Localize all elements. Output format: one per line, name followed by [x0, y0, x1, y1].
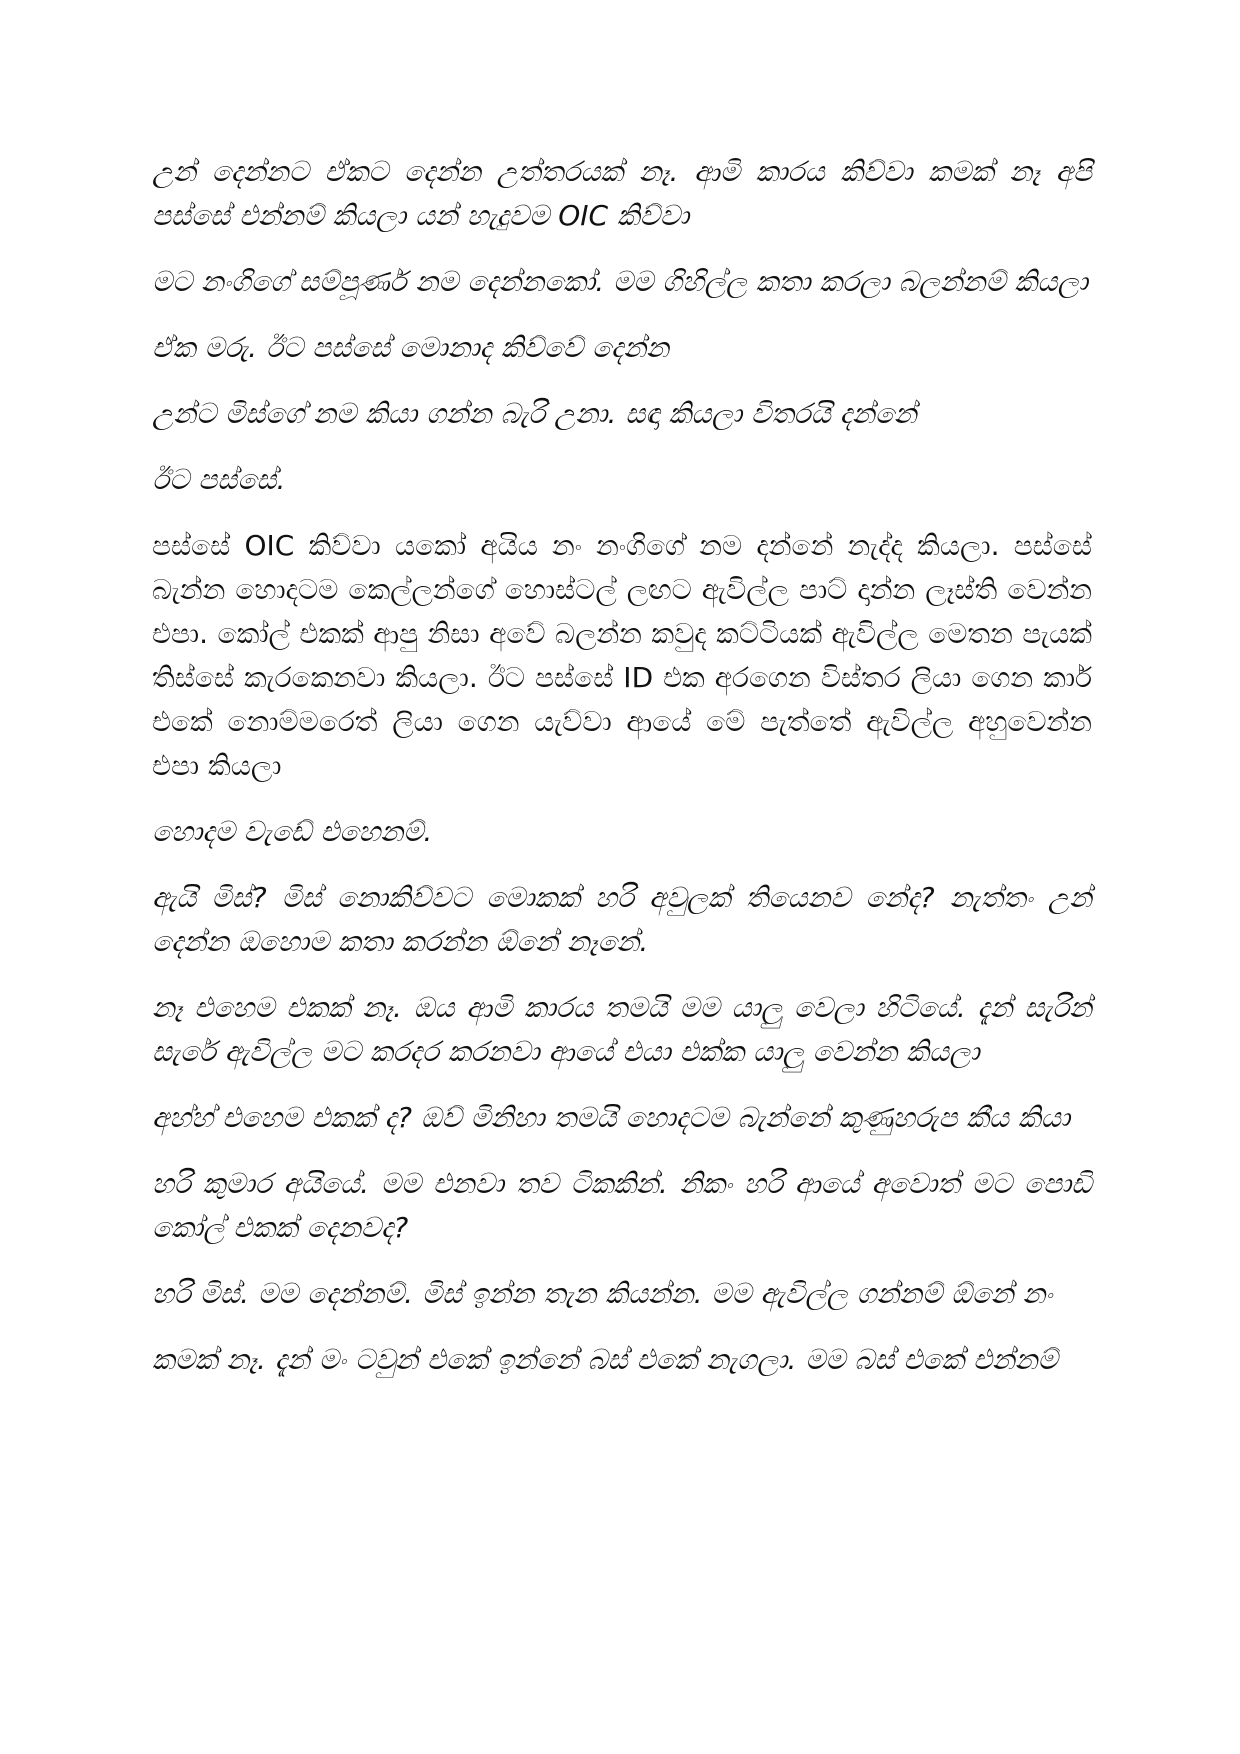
paragraph: අහ්හ් එහෙම එකක් ද? ඔව් මිනිහා තමයි හොදටම බැන්නේ කුණුහරුප කීය කියා: [152, 1101, 1071, 1134]
paragraph: ඒක මරු. ඊට පස්සේ මොනාද කිව්වේ දෙන්න: [152, 331, 669, 364]
document-body: [152, 150, 1092, 1404]
paragraph: හරි මිස්. මම දෙන්නම්. මිස් ඉන්න තැන කියන්න. මම ඇවිල්ල ගන්නම් ඕනේ නං: [152, 1277, 1053, 1310]
paragraph: ඊට පස්සේ.: [152, 463, 286, 496]
paragraph: හරි කුමාර අයියේ. මම එනවා තව ටිකකින්. නිකං හරි ආයේ අවොත් මට පොඩි කෝල් එකක් දෙනවද?: [152, 1167, 1092, 1244]
paragraph: කමක් නෑ. දැන් මං ටවුන් එකේ ඉන්නේ බස් එකේ නැගලා. මම බස් එකේ එන්නම්: [152, 1343, 1058, 1376]
paragraph: ඇයි මිස්? මිස් නොකිව්වට මොකක් හරි අවුලක් තියෙනව නේද? නැත්තං උන් දෙන්න ඔහොම කතා කරන්න ඕනේ නෑනේ.: [152, 881, 1092, 958]
paragraph: පස්සේ OIC කිව්වා යකෝ අයිය නං නංගිගේ නම දන්නේ නැද්ද කියලා. පස්සේ බැන්න හොදටම කෙල්ලන්ගේ හොස්ටල් ලඟට ඇවිල්ල පාට් දාන්න ලෑස්ති වෙන්න එපා. කෝල් එකක් ආපු නිසා අවේ බලන්න කවුද කට්ටියක් ඇවිල්ල මෙතන පැයක් තිස්සේ කැරකෙනවා කියලා. ඊට පස්සේ ID එක අරගෙන විස්තර ලියා ගෙන කාර් එකේ නොම්මරෙත් ලියා ගෙන යැව්වා ආයේ මේ පැත්තේ ඇවිල්ල අහුවෙන්න එපා කියලා: [152, 529, 1092, 782]
paragraph: මට නංගිගේ සම්පූර්ණ නම දෙන්නකෝ. මම ගිහිල්ල කතා කරලා බලන්නම් කියලා: [152, 265, 1088, 298]
paragraph: උන්ට මිස්ගේ නම කියා ගන්න බැරි උනා. සඳා කියලා විතරයි දන්නේ: [152, 397, 917, 430]
paragraph: උන් දෙන්නට ඒකට දෙන්න උත්තරයක් නෑ. ආමි කාරය කිව්වා කමක් නෑ අපි පස්සේ එන්නම් කියලා යන් හැදුවම OIC කිව්වා: [152, 155, 1092, 232]
paragraph: හොදම වැඩේ එහෙනම්.: [152, 815, 433, 848]
paragraph: නෑ එහෙම එකක් නෑ. ඔය ආමි කාරය තමයි මම යාලු වෙලා හිටියේ. දැන් සැරින් සැරේ ඇවිල්ල මට කරදර කරනවා ආයේ එයා එක්ක යාලු වෙන්න කියලා: [152, 991, 1092, 1068]
